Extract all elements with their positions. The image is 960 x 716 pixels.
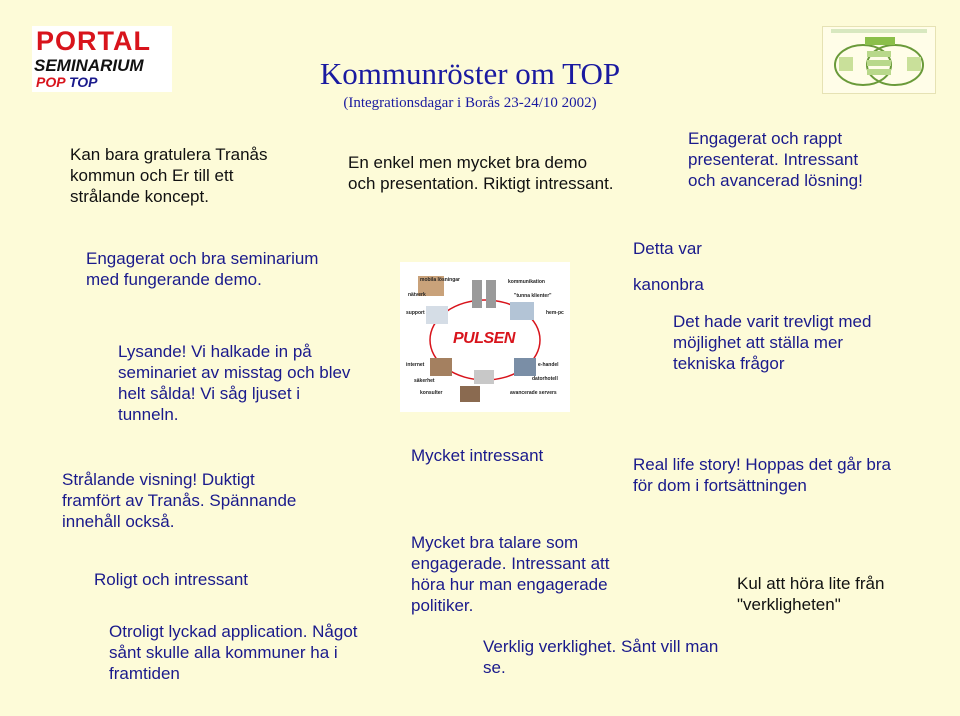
quote-tekniska-fragor: Det hade varit trevligt med möjlighet att ställa mer tekniska frågor: [673, 312, 872, 373]
quote-real-life-story: Real life story! Hoppas det går bra för dom i fortsättningen: [633, 455, 891, 495]
page-title: Kommunröster om TOP: [319, 56, 621, 91]
logo-pop-top: POP TOP: [36, 74, 98, 90]
pulsen-label: hem-pc: [546, 310, 564, 316]
pulsen-label: datorhotell: [532, 376, 558, 382]
top-diagram-image: [822, 26, 936, 94]
pulsen-label: mobila lösningar: [420, 277, 461, 283]
quote-fungerande-demo: Engagerat och bra seminarium med fungerande demo.: [86, 249, 319, 289]
pulsen-label: kommunikation: [508, 279, 545, 285]
pulsen-label: internet: [406, 362, 425, 368]
quote-verkligheten: Kul att höra lite från "verkligheten": [737, 574, 885, 614]
pulsen-label: support: [406, 310, 425, 316]
page-subtitle: (Integrationsdagar i Borås 23-24/10 2002): [343, 95, 597, 111]
quote-rappt: Engagerat och rappt presenterat. Intressant och avancerad lösning!: [688, 129, 863, 190]
quote-stralande-visning: Strålande visning! Duktigt framfört av Tranås. Spännande innehåll också.: [62, 470, 297, 531]
logo-seminarium-text: SEMINARIUM: [34, 56, 144, 75]
quote-verklig-verklighet: Verklig verklighet. Sånt vill man se.: [483, 637, 719, 677]
pulsen-label: säkerhet: [414, 378, 435, 384]
pulsen-services-image: [400, 262, 570, 412]
pulsen-label: konsulter: [420, 390, 443, 396]
quote-enkel-demo: En enkel men mycket bra demo och presentation. Riktigt intressant.: [348, 153, 614, 193]
quote-lysande: Lysande! Vi halkade in på seminariet av misstag och blev helt sålda! Vi såg ljuset i tunneln.: [118, 342, 351, 424]
quote-mycket-intressant: Mycket intressant: [411, 446, 544, 465]
pulsen-label: e-handel: [538, 362, 559, 368]
pulsen-label: "tunna klienter": [514, 293, 552, 299]
pulsen-label: nätverk: [408, 292, 426, 298]
quote-roligt: Roligt och intressant: [94, 570, 249, 589]
diagram-graphic: [823, 27, 935, 93]
quote-detta-var: Detta var: [633, 239, 702, 258]
quote-bra-talare: Mycket bra talare som engagerade. Intressant att höra hur man engagerade politiker.: [411, 533, 610, 615]
pulsen-label: avancerade servers: [510, 390, 557, 396]
quote-lyckad-application: Otroligt lyckad application. Något sånt skulle alla kommuner ha i framtiden: [109, 622, 358, 683]
pulsen-brand: PULSEN: [453, 330, 515, 347]
logo-portal-text: PORTAL: [36, 26, 151, 56]
quote-kanonbra: kanonbra: [633, 275, 704, 294]
portal-seminarium-logo: [32, 26, 172, 92]
quote-gratulera: Kan bara gratulera Tranås kommun och Er till ett strålande koncept.: [70, 145, 268, 206]
